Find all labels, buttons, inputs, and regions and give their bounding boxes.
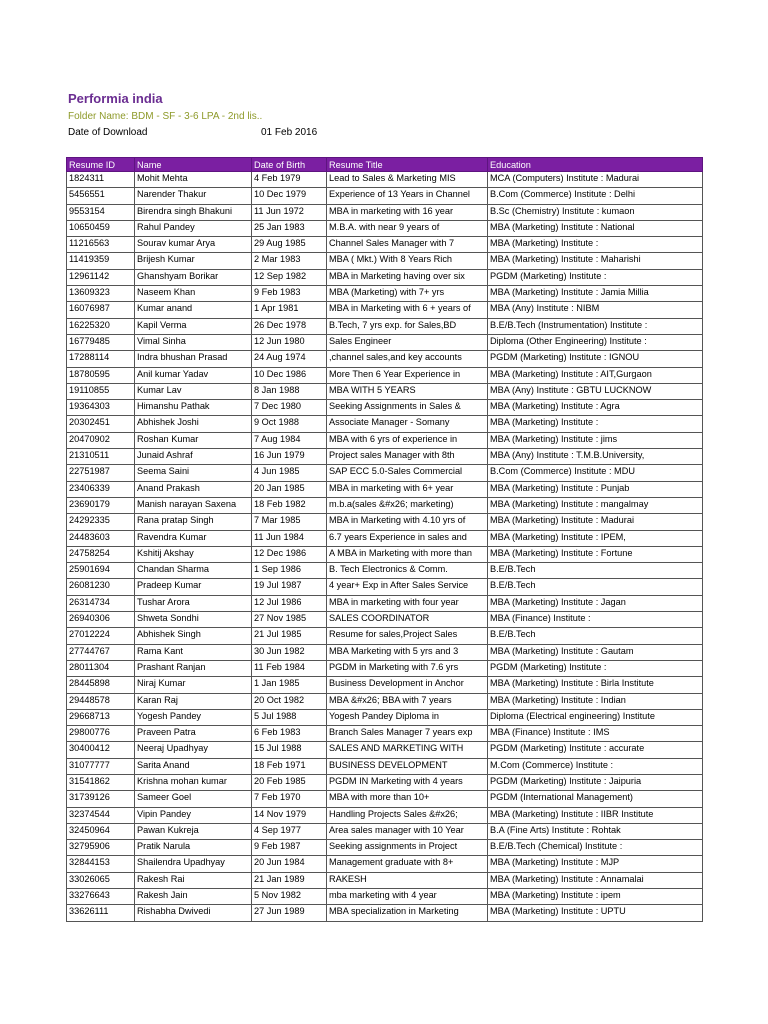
name-cell: Rishabha Dwivedi [135, 905, 252, 921]
resume-id-cell: 22751987 [67, 465, 135, 481]
resume-id-cell: 23690179 [67, 497, 135, 513]
dob-cell: 11 Jun 1972 [252, 204, 327, 220]
resume-id-cell: 20302451 [67, 416, 135, 432]
name-cell: Mohit Mehta [135, 172, 252, 188]
dob-cell: 7 Dec 1980 [252, 400, 327, 416]
resume-id-cell: 26940306 [67, 612, 135, 628]
name-cell: Vimal Sinha [135, 334, 252, 350]
education-cell: B.E/B.Tech [488, 563, 703, 579]
table-row [67, 237, 703, 253]
dob-cell: 9 Feb 1983 [252, 286, 327, 302]
dob-cell: 7 Feb 1970 [252, 791, 327, 807]
table-row [67, 774, 703, 790]
education-cell: MBA (Marketing) Institute : UPTU [488, 905, 703, 921]
table-row [67, 644, 703, 660]
resume-id-cell: 23406339 [67, 481, 135, 497]
education-cell: MBA (Marketing) Institute : ipem [488, 889, 703, 905]
resume-id-cell: 24483603 [67, 530, 135, 546]
name-cell: Chandan Sharma [135, 563, 252, 579]
table-row [67, 726, 703, 742]
resume-title-cell: Associate Manager - Somany [327, 416, 488, 432]
resume-id-cell: 29668713 [67, 709, 135, 725]
resume-id-cell: 30400412 [67, 742, 135, 758]
company-title: Performia india [68, 91, 163, 106]
dob-cell: 20 Jun 1984 [252, 856, 327, 872]
education-cell: MBA (Any) Institute : NIBM [488, 302, 703, 318]
download-date-value: 01 Feb 2016 [261, 127, 318, 138]
name-cell: Tushar Arora [135, 595, 252, 611]
table-row [67, 204, 703, 220]
name-cell: Pawan Kukreja [135, 823, 252, 839]
table-row [67, 693, 703, 709]
col-education: Education [488, 158, 703, 172]
resume-title-cell: Handling Projects Sales &#x26; [327, 807, 488, 823]
table-row [67, 367, 703, 383]
resume-title-cell: Seeking Assignments in Sales & [327, 400, 488, 416]
education-cell: B.A (Fine Arts) Institute : Rohtak [488, 823, 703, 839]
name-cell: Sarita Anand [135, 758, 252, 774]
dob-cell: 16 Jun 1979 [252, 449, 327, 465]
dob-cell: 7 Mar 1985 [252, 514, 327, 530]
table-row [67, 612, 703, 628]
table-row [67, 579, 703, 595]
resume-title-cell: MBA specialization in Marketing [327, 905, 488, 921]
education-cell: MBA (Marketing) Institute : Punjab [488, 481, 703, 497]
resume-id-cell: 32844153 [67, 856, 135, 872]
name-cell: Sourav kumar Arya [135, 237, 252, 253]
resume-title-cell: PGDM in Marketing with 7.6 yrs [327, 660, 488, 676]
resume-id-cell: 31739126 [67, 791, 135, 807]
dob-cell: 2 Mar 1983 [252, 253, 327, 269]
name-cell: Rakesh Jain [135, 889, 252, 905]
name-cell: Roshan Kumar [135, 432, 252, 448]
resume-id-cell: 16779485 [67, 334, 135, 350]
resume-title-cell: MBA with 6 yrs of experience in [327, 432, 488, 448]
table-row [67, 563, 703, 579]
table-row [67, 497, 703, 513]
resume-id-cell: 27744767 [67, 644, 135, 660]
table-body [67, 172, 703, 922]
resume-id-cell: 29800776 [67, 726, 135, 742]
resume-id-cell: 29448578 [67, 693, 135, 709]
resume-id-cell: 19110855 [67, 383, 135, 399]
name-cell: Pratik Narula [135, 840, 252, 856]
table-row [67, 807, 703, 823]
education-cell: Diploma (Electrical engineering) Institute [488, 709, 703, 725]
name-cell: Vipin Pandey [135, 807, 252, 823]
name-cell: Anil kumar Yadav [135, 367, 252, 383]
education-cell: MBA (Marketing) Institute : MJP [488, 856, 703, 872]
dob-cell: 5 Nov 1982 [252, 889, 327, 905]
resume-id-cell: 32795906 [67, 840, 135, 856]
name-cell: Yogesh Pandey [135, 709, 252, 725]
dob-cell: 19 Jul 1987 [252, 579, 327, 595]
dob-cell: 4 Sep 1977 [252, 823, 327, 839]
resume-id-cell: 11419359 [67, 253, 135, 269]
table-row [67, 905, 703, 921]
resume-title-cell: MBA (Marketing) with 7+ yrs [327, 286, 488, 302]
education-cell: PGDM (Marketing) Institute : [488, 269, 703, 285]
table-row [67, 172, 703, 188]
resume-title-cell: B.Tech, 7 yrs exp. for Sales,BD [327, 318, 488, 334]
education-cell: MBA (Marketing) Institute : Gautam [488, 644, 703, 660]
education-cell: B.Sc (Chemistry) Institute : kumaon [488, 204, 703, 220]
resume-title-cell: M.B.A. with near 9 years of [327, 220, 488, 236]
col-date-of-birth: Date of Birth [252, 158, 327, 172]
resume-title-cell: MBA Marketing with 5 yrs and 3 [327, 644, 488, 660]
table-row [67, 514, 703, 530]
dob-cell: 11 Feb 1984 [252, 660, 327, 676]
dob-cell: 5 Jul 1988 [252, 709, 327, 725]
name-cell: Abhishek Joshi [135, 416, 252, 432]
table-row [67, 628, 703, 644]
resume-id-cell: 26081230 [67, 579, 135, 595]
dob-cell: 18 Feb 1982 [252, 497, 327, 513]
resume-title-cell: Channel Sales Manager with 7 [327, 237, 488, 253]
education-cell: B.Com (Commerce) Institute : MDU [488, 465, 703, 481]
col-resume-id: Resume ID [67, 158, 135, 172]
education-cell: MBA (Marketing) Institute : IIBR Institute [488, 807, 703, 823]
name-cell: Junaid Ashraf [135, 449, 252, 465]
education-cell: MBA (Marketing) Institute : mangalmay [488, 497, 703, 513]
resume-title-cell: SAP ECC 5.0-Sales Commercial [327, 465, 488, 481]
table-row [67, 856, 703, 872]
resume-id-cell: 16076987 [67, 302, 135, 318]
resume-id-cell: 24758254 [67, 546, 135, 562]
dob-cell: 24 Aug 1974 [252, 351, 327, 367]
resume-id-cell: 28011304 [67, 660, 135, 676]
resume-id-cell: 31077777 [67, 758, 135, 774]
resume-title-cell: MBA in marketing with 16 year [327, 204, 488, 220]
dob-cell: 21 Jul 1985 [252, 628, 327, 644]
resume-title-cell: BUSINESS DEVELOPMENT [327, 758, 488, 774]
table-header-row [67, 158, 703, 172]
dob-cell: 25 Jan 1983 [252, 220, 327, 236]
resume-id-cell: 11216563 [67, 237, 135, 253]
resume-title-cell: Management graduate with 8+ [327, 856, 488, 872]
table-row [67, 318, 703, 334]
resume-id-cell: 19364303 [67, 400, 135, 416]
resume-title-cell: Lead to Sales & Marketing MIS [327, 172, 488, 188]
name-cell: Prashant Ranjan [135, 660, 252, 676]
resume-title-cell: Experience of 13 Years in Channel [327, 188, 488, 204]
name-cell: Anand Prakash [135, 481, 252, 497]
table-row [67, 416, 703, 432]
education-cell: M.Com (Commerce) Institute : [488, 758, 703, 774]
education-cell: B.E/B.Tech [488, 628, 703, 644]
resume-title-cell: Project sales Manager with 8th [327, 449, 488, 465]
resume-title-cell: SALES AND MARKETING WITH [327, 742, 488, 758]
resume-id-cell: 1824311 [67, 172, 135, 188]
resume-id-cell: 33026065 [67, 872, 135, 888]
resume-title-cell: Branch Sales Manager 7 years exp [327, 726, 488, 742]
dob-cell: 9 Oct 1988 [252, 416, 327, 432]
dob-cell: 21 Jan 1989 [252, 872, 327, 888]
table-row [67, 351, 703, 367]
resume-title-cell: m.b.a(sales &#x26; marketing) [327, 497, 488, 513]
name-cell: Narender Thakur [135, 188, 252, 204]
table-row [67, 383, 703, 399]
dob-cell: 15 Jul 1988 [252, 742, 327, 758]
dob-cell: 30 Jun 1982 [252, 644, 327, 660]
name-cell: Rama Kant [135, 644, 252, 660]
name-cell: Birendra singh Bhakuni [135, 204, 252, 220]
resume-title-cell: ,channel sales,and key accounts [327, 351, 488, 367]
dob-cell: 11 Jun 1984 [252, 530, 327, 546]
table-row [67, 791, 703, 807]
education-cell: MCA (Computers) Institute : Madurai [488, 172, 703, 188]
name-cell: Niraj Kumar [135, 677, 252, 693]
table-row [67, 595, 703, 611]
education-cell: MBA (Marketing) Institute : Indian [488, 693, 703, 709]
resume-id-cell: 27012224 [67, 628, 135, 644]
name-cell: Indra bhushan Prasad [135, 351, 252, 367]
education-cell: Diploma (Other Engineering) Institute : [488, 334, 703, 350]
resume-title-cell: A MBA in Marketing with more than [327, 546, 488, 562]
dob-cell: 10 Dec 1986 [252, 367, 327, 383]
name-cell: Neeraj Upadhyay [135, 742, 252, 758]
dob-cell: 29 Aug 1985 [252, 237, 327, 253]
resume-id-cell: 25901694 [67, 563, 135, 579]
table-row [67, 449, 703, 465]
table-row [67, 481, 703, 497]
resume-title-cell: MBA in marketing with four year [327, 595, 488, 611]
education-cell: MBA (Marketing) Institute : Jamia Millia [488, 286, 703, 302]
education-cell: MBA (Marketing) Institute : Annamalai [488, 872, 703, 888]
table-row [67, 269, 703, 285]
name-cell: Krishna mohan kumar [135, 774, 252, 790]
resume-title-cell: More Then 6 Year Experience in [327, 367, 488, 383]
resume-id-cell: 18780595 [67, 367, 135, 383]
education-cell: MBA (Any) Institute : T.M.B.University, [488, 449, 703, 465]
dob-cell: 27 Jun 1989 [252, 905, 327, 921]
name-cell: Kapil Verma [135, 318, 252, 334]
table-row [67, 286, 703, 302]
dob-cell: 20 Oct 1982 [252, 693, 327, 709]
resume-title-cell: 6.7 years Experience in sales and [327, 530, 488, 546]
resume-id-cell: 16225320 [67, 318, 135, 334]
education-cell: MBA (Marketing) Institute : jims [488, 432, 703, 448]
education-cell: PGDM (Marketing) Institute : accurate [488, 742, 703, 758]
resume-id-cell: 21310511 [67, 449, 135, 465]
name-cell: Shweta Sondhi [135, 612, 252, 628]
resume-id-cell: 28445898 [67, 677, 135, 693]
resume-table [66, 157, 703, 922]
table-row [67, 546, 703, 562]
name-cell: Brijesh Kumar [135, 253, 252, 269]
table-row [67, 758, 703, 774]
name-cell: Abhishek Singh [135, 628, 252, 644]
resume-title-cell: MBA &#x26; BBA with 7 years [327, 693, 488, 709]
resume-title-cell: Seeking assignments in Project [327, 840, 488, 856]
education-cell: PGDM (Marketing) Institute : Jaipuria [488, 774, 703, 790]
dob-cell: 12 Sep 1982 [252, 269, 327, 285]
col-resume-title: Resume Title [327, 158, 488, 172]
dob-cell: 4 Jun 1985 [252, 465, 327, 481]
education-cell: MBA (Marketing) Institute : Agra [488, 400, 703, 416]
resume-id-cell: 5456551 [67, 188, 135, 204]
education-cell: B.E/B.Tech (Chemical) Institute : [488, 840, 703, 856]
resume-title-cell: MBA in Marketing with 4.10 yrs of [327, 514, 488, 530]
table-row [67, 400, 703, 416]
resume-title-cell: MBA in Marketing with 6 + years of [327, 302, 488, 318]
education-cell: B.E/B.Tech [488, 579, 703, 595]
dob-cell: 1 Sep 1986 [252, 563, 327, 579]
name-cell: Pradeep Kumar [135, 579, 252, 595]
table-row [67, 253, 703, 269]
table-row [67, 188, 703, 204]
dob-cell: 18 Feb 1971 [252, 758, 327, 774]
education-cell: MBA (Marketing) Institute : Birla Institute [488, 677, 703, 693]
education-cell: MBA (Marketing) Institute : [488, 237, 703, 253]
dob-cell: 12 Jun 1980 [252, 334, 327, 350]
name-cell: Rana pratap Singh [135, 514, 252, 530]
table-row [67, 889, 703, 905]
dob-cell: 12 Dec 1986 [252, 546, 327, 562]
resume-title-cell: mba marketing with 4 year [327, 889, 488, 905]
resume-title-cell: Area sales manager with 10 Year [327, 823, 488, 839]
resume-id-cell: 9553154 [67, 204, 135, 220]
table-row [67, 742, 703, 758]
dob-cell: 7 Aug 1984 [252, 432, 327, 448]
name-cell: Rakesh Rai [135, 872, 252, 888]
education-cell: MBA (Marketing) Institute : Madurai [488, 514, 703, 530]
table-row [67, 432, 703, 448]
education-cell: MBA (Marketing) Institute : [488, 416, 703, 432]
education-cell: MBA (Marketing) Institute : Fortune [488, 546, 703, 562]
resume-id-cell: 17288114 [67, 351, 135, 367]
name-cell: Ravendra Kumar [135, 530, 252, 546]
dob-cell: 9 Feb 1987 [252, 840, 327, 856]
resume-title-cell: Sales Engineer [327, 334, 488, 350]
education-cell: MBA (Any) Institute : GBTU LUCKNOW [488, 383, 703, 399]
name-cell: Manish narayan Saxena [135, 497, 252, 513]
dob-cell: 1 Apr 1981 [252, 302, 327, 318]
name-cell: Praveen Patra [135, 726, 252, 742]
education-cell: MBA (Marketing) Institute : AIT,Gurgaon [488, 367, 703, 383]
dob-cell: 4 Feb 1979 [252, 172, 327, 188]
dob-cell: 20 Feb 1985 [252, 774, 327, 790]
resume-title-cell: B. Tech Electronics & Comm. [327, 563, 488, 579]
resume-id-cell: 32374544 [67, 807, 135, 823]
resume-title-cell: Yogesh Pandey Diploma in [327, 709, 488, 725]
dob-cell: 27 Nov 1985 [252, 612, 327, 628]
name-cell: Seema Saini [135, 465, 252, 481]
education-cell: MBA (Marketing) Institute : National [488, 220, 703, 236]
name-cell: Karan Raj [135, 693, 252, 709]
resume-id-cell: 31541862 [67, 774, 135, 790]
resume-id-cell: 33276643 [67, 889, 135, 905]
education-cell: PGDM (International Management) [488, 791, 703, 807]
dob-cell: 26 Dec 1978 [252, 318, 327, 334]
resume-title-cell: MBA in Marketing having over six [327, 269, 488, 285]
name-cell: Sameer Goel [135, 791, 252, 807]
education-cell: MBA (Finance) Institute : [488, 612, 703, 628]
resume-title-cell: Business Development in Anchor [327, 677, 488, 693]
table-row [67, 677, 703, 693]
resume-id-cell: 13609323 [67, 286, 135, 302]
table-row [67, 302, 703, 318]
education-cell: B.Com (Commerce) Institute : Delhi [488, 188, 703, 204]
table-row [67, 872, 703, 888]
resume-id-cell: 33626111 [67, 905, 135, 921]
resume-title-cell: MBA with more than 10+ [327, 791, 488, 807]
name-cell: Kumar Lav [135, 383, 252, 399]
resume-id-cell: 32450964 [67, 823, 135, 839]
resume-title-cell: RAKESH [327, 872, 488, 888]
resume-title-cell: Resume for sales,Project Sales [327, 628, 488, 644]
table-row [67, 660, 703, 676]
education-cell: MBA (Marketing) Institute : Maharishi [488, 253, 703, 269]
education-cell: MBA (Finance) Institute : IMS [488, 726, 703, 742]
dob-cell: 20 Jan 1985 [252, 481, 327, 497]
dob-cell: 1 Jan 1985 [252, 677, 327, 693]
education-cell: PGDM (Marketing) Institute : IGNOU [488, 351, 703, 367]
resume-title-cell: MBA in marketing with 6+ year [327, 481, 488, 497]
folder-name: Folder Name: BDM - SF - 3-6 LPA - 2nd lis.. [68, 111, 263, 122]
table-row [67, 334, 703, 350]
table-row [67, 840, 703, 856]
name-cell: Ghanshyam Borikar [135, 269, 252, 285]
dob-cell: 6 Feb 1983 [252, 726, 327, 742]
education-cell: MBA (Marketing) Institute : IPEM, [488, 530, 703, 546]
table-row [67, 530, 703, 546]
name-cell: Kumar anand [135, 302, 252, 318]
resume-title-cell: MBA ( Mkt.) With 8 Years Rich [327, 253, 488, 269]
resume-id-cell: 20470902 [67, 432, 135, 448]
resume-title-cell: 4 year+ Exp in After Sales Service [327, 579, 488, 595]
resume-id-cell: 24292335 [67, 514, 135, 530]
table-row [67, 465, 703, 481]
resume-id-cell: 10650459 [67, 220, 135, 236]
table-row [67, 823, 703, 839]
name-cell: Shailendra Upadhyay [135, 856, 252, 872]
table-row [67, 220, 703, 236]
dob-cell: 10 Dec 1979 [252, 188, 327, 204]
resume-title-cell: SALES COORDINATOR [327, 612, 488, 628]
resume-title-cell: PGDM IN Marketing with 4 years [327, 774, 488, 790]
name-cell: Rahul Pandey [135, 220, 252, 236]
education-cell: B.E/B.Tech (Instrumentation) Institute : [488, 318, 703, 334]
education-cell: PGDM (Marketing) Institute : [488, 660, 703, 676]
dob-cell: 12 Jul 1986 [252, 595, 327, 611]
dob-cell: 8 Jan 1988 [252, 383, 327, 399]
resume-title-cell: MBA WITH 5 YEARS [327, 383, 488, 399]
name-cell: Himanshu Pathak [135, 400, 252, 416]
resume-id-cell: 12961142 [67, 269, 135, 285]
name-cell: Naseem Khan [135, 286, 252, 302]
education-cell: MBA (Marketing) Institute : Jagan [488, 595, 703, 611]
download-date-label: Date of Download [68, 127, 148, 138]
table-row [67, 709, 703, 725]
resume-id-cell: 26314734 [67, 595, 135, 611]
dob-cell: 14 Nov 1979 [252, 807, 327, 823]
col-name: Name [135, 158, 252, 172]
name-cell: Kshitij Akshay [135, 546, 252, 562]
